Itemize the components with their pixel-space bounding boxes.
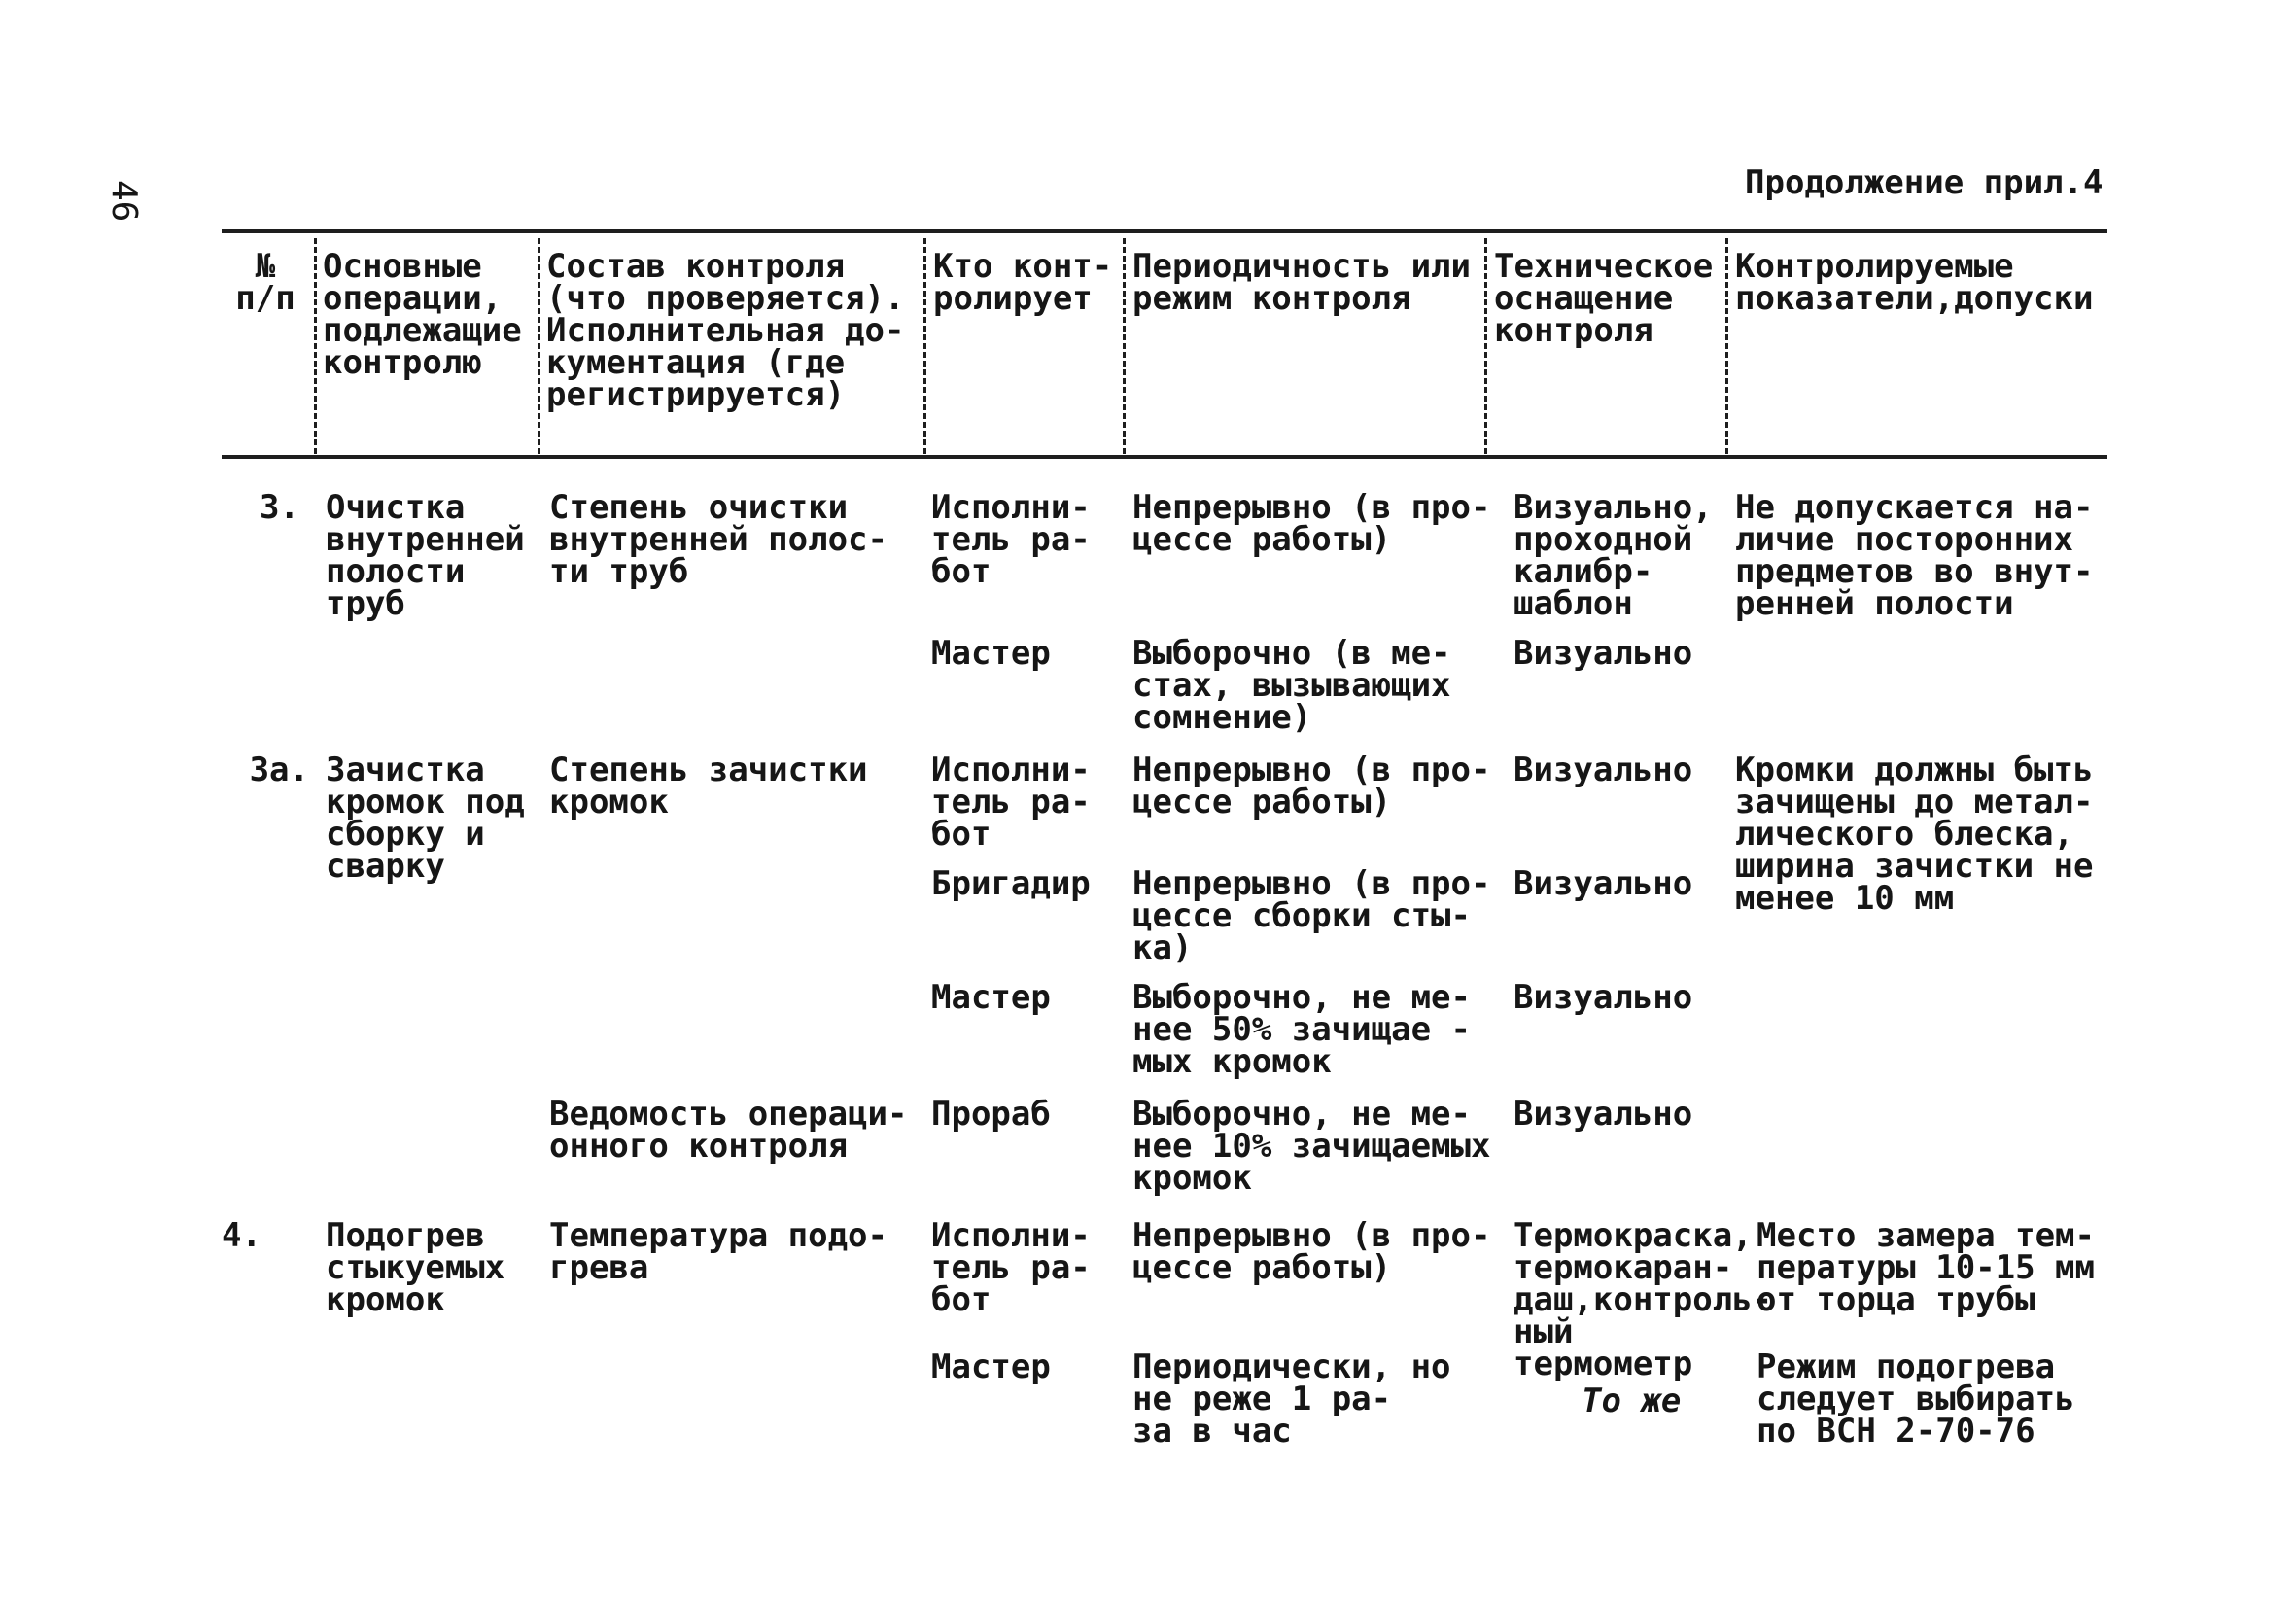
- composition-cell: Степень очистки внутренней полос- ти труб: [549, 488, 887, 591]
- row-number: 3.: [260, 488, 299, 527]
- who-cell: Исполни- тель ра- бот: [931, 488, 1091, 591]
- tech-cell: Термокраска, термокаран- даш,контроль- ный термометр: [1513, 1216, 1773, 1383]
- operation-cell: Подогрев стыкуемых кромок: [326, 1216, 505, 1319]
- who-cell: Исполни- тель ра- бот: [931, 751, 1091, 854]
- header-indicators: Контролируемые показатели,допуски: [1735, 247, 2094, 318]
- header-composition: Состав контроля (что проверяется). Исполнительная до- кументация (где регистрируется): [546, 247, 905, 414]
- indicators-cell: Не допускается на- личие посторонних предметов во внут- ренней полости: [1735, 488, 2094, 623]
- operation-cell: Зачистка кромок под сборку и сварку: [326, 751, 525, 886]
- indicators-cell: Кромки должны быть зачищены до метал- лического блеска, ширина зачистки не менее 10 мм: [1735, 751, 2094, 918]
- who-cell: Прораб: [931, 1095, 1051, 1134]
- header-periodicity: Периодичность или режим контроля: [1132, 247, 1471, 318]
- who-cell: Бригадир: [931, 864, 1091, 903]
- tech-cell: То же: [1582, 1381, 1682, 1420]
- period-cell: Выборочно, не ме- нее 50% зачищае - мых кромок: [1132, 978, 1471, 1081]
- tech-cell: Визуально, проходной калибр- шаблон: [1513, 488, 1713, 623]
- who-cell: Мастер: [931, 634, 1051, 673]
- header-tech-equipment: Техническое оснащение контроля: [1494, 247, 1714, 350]
- composition-cell: Ведомость операци- онного контроля: [549, 1095, 908, 1166]
- header-who-controls: Кто конт- ролирует: [933, 247, 1113, 318]
- period-cell: Выборочно, не ме- нее 10% зачищаемых кромок: [1132, 1095, 1491, 1198]
- column-separator: [314, 238, 317, 454]
- period-cell: Непрерывно (в про- цессе работы): [1132, 751, 1491, 821]
- composition-cell: Температура подо- грева: [549, 1216, 887, 1287]
- tech-cell: Визуально: [1513, 1095, 1693, 1134]
- operation-cell: Очистка внутренней полости труб: [326, 488, 525, 623]
- row-number: 4.: [222, 1216, 261, 1255]
- composition-cell: Степень зачистки кромок: [549, 751, 868, 821]
- indicators-cell: Режим подогрева следует выбирать по ВСН 2-70-76: [1757, 1347, 2075, 1450]
- page-number: 46: [104, 180, 144, 223]
- table-top-rule: [222, 229, 2107, 233]
- tech-cell: Визуально: [1513, 978, 1693, 1017]
- who-cell: Мастер: [931, 1347, 1051, 1386]
- column-separator: [923, 238, 926, 454]
- header-number: № п/п: [235, 247, 296, 318]
- period-cell: Непрерывно (в про- цессе работы): [1132, 1216, 1491, 1287]
- period-cell: Непрерывно (в про- цессе сборки сты- ка): [1132, 864, 1491, 967]
- column-separator: [1725, 238, 1728, 454]
- column-separator: [1484, 238, 1487, 454]
- column-separator: [1123, 238, 1126, 454]
- row-number: 3а.: [249, 751, 309, 789]
- indicators-cell: Место замера тем- пературы 10-15 мм от торца трубы: [1757, 1216, 2095, 1319]
- period-cell: Выборочно (в ме- стах, вызывающих сомнение): [1132, 634, 1451, 737]
- header-operations: Основные операции, подлежащие контролю: [323, 247, 522, 382]
- continuation-heading: Продолжение прил.4: [1745, 163, 2104, 202]
- period-cell: Непрерывно (в про- цессе работы): [1132, 488, 1491, 559]
- tech-cell: Визуально: [1513, 634, 1693, 673]
- who-cell: Исполни- тель ра- бот: [931, 1216, 1091, 1319]
- period-cell: Периодически, но не реже 1 ра- за в час: [1132, 1347, 1451, 1450]
- who-cell: Мастер: [931, 978, 1051, 1017]
- tech-cell: Визуально: [1513, 864, 1693, 903]
- table-header-rule: [222, 455, 2107, 459]
- column-separator: [538, 238, 540, 454]
- tech-cell: Визуально: [1513, 751, 1693, 789]
